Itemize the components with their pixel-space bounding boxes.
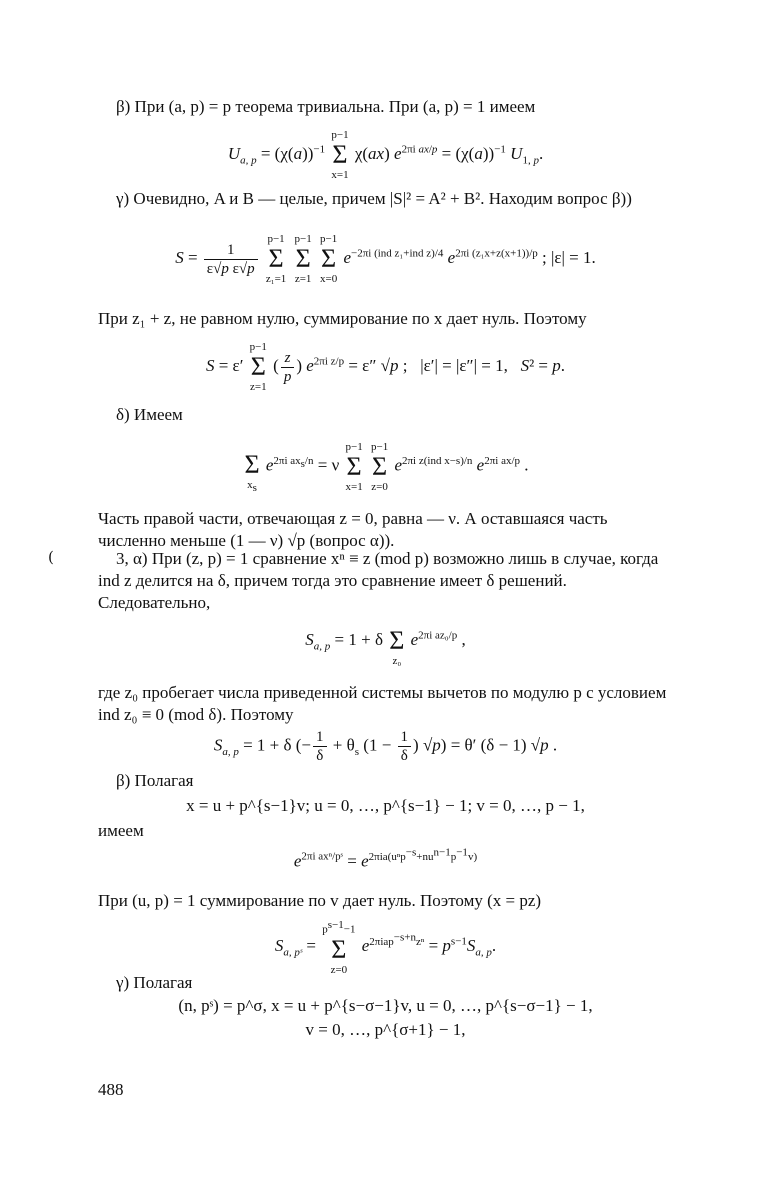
- equation-11: v = 0, …, p^{σ+1} − 1,: [305, 1020, 466, 1039]
- paragraph-beta-2: β) Полагая: [116, 771, 194, 790]
- paragraph-gamma-2: γ) Полагая: [116, 973, 193, 992]
- paragraph-beta: β) При (a, p) = p теорема тривиальна. При (a, p) = 1 имеем: [116, 97, 536, 116]
- equation-6: $S_{a, p} = 1 + \delta$ (− $\frac{1}{\delta}$ + $\theta_s$ (1 − $\frac{1}{\delta}$ ) √p) = θ′ (δ − 1) √p .: [213, 729, 558, 764]
- paragraph-right-part: Часть правой части, отвечающая z = 0, равна — ν. А оставшаяся часть численно меньше (1 — ν) √p (вопрос α)).: [98, 509, 608, 550]
- equation-1: $U_{a, p} = (\chi(a))^{-1}$ p−1 Σ x=1 χ(ax) $e^{2\pi i ax/p} = (\chi(a))^{-1}$ $U_{1, p}$.: [227, 129, 544, 181]
- paragraph-sum-zero: При z₁ + z, не равном нулю, суммирование по x дает нуль. Поэтому: [98, 309, 587, 328]
- equation-8: $e^{2\pi i ax^n/pˢ} = e^{2\pi ia(u^np^{-s}+nu^{n-1}p^{-1}v)}$: [293, 846, 478, 871]
- equation-10: (n, pˢ) = p^σ, x = u + p^{s−σ−1}v, u = 0, …, p^{s−σ−1} − 1,: [178, 996, 593, 1015]
- paragraph-3-alpha: 3, α) При (z, p) = 1 сравнение xⁿ ≡ z (mod p) возможно лишь в случае, когда ind z делится на δ, причем тогда это сравнение имеет δ решений. Следовательно,: [98, 549, 659, 612]
- paragraph-delta: δ) Имеем: [116, 405, 183, 424]
- paragraph-z0: где z₀ пробегает числа приведенной системы вычетов по модулю p с условием ind z₀ ≡ 0 (mod δ). Поэтому: [98, 683, 667, 724]
- equation-9: $S_{a, pˢ}$ = $p^{s-1}-1$ Σ z=0 $e^{2\pi iap^{-s+n}z^n} = p^{s-1}S_{a, p}$.: [274, 919, 497, 976]
- equation-7: x = u + p^{s−1}v; u = 0, …, p^{s−1} − 1; v = 0, …, p − 1,: [186, 796, 585, 815]
- margin-mark: (: [48, 548, 54, 566]
- equation-3: S = ε′ p−1 Σ z=1 ( $\frac{z}{p}$ ) $e^{2\pi i z/p} = \varepsilon''$ √p ; |ε′| = |ε″| = 1, S² = p.: [205, 341, 566, 393]
- equation-5: $S_{a, p} = 1 + \delta$ Σ z₀ $e^{2\pi i az_0/p}$ ,: [305, 626, 466, 667]
- equation-4: Σ $x_s$ $e^{2\pi i ax_s/n} = \nu$ p−1 Σ x=1 p−1 Σ z=0 $e^{2\pi i z(ind x-s)/n}$ $e^{2\pi i ax/p}$ .: [244, 440, 529, 495]
- paragraph-imeem: имеем: [98, 821, 144, 840]
- paragraph-gamma: γ) Очевидно, A и B — целые, причем |S|² = A² + B². Находим вопрос β)): [116, 189, 632, 208]
- page-number: 488: [98, 1080, 124, 1099]
- paragraph-u-p: При (u, p) = 1 суммирование по v дает нуль. Поэтому (x = pz): [98, 891, 542, 910]
- equation-2: S = $\frac{1}{\text{ε√p ε√p}}$ p−1 Σ z₁=1 p−1 Σ z=1 p−1 Σ x=0 $e^{-2\pi i (ind z_1+ind z)/4}$ $e^{2\pi i (z_1x+z(x+1))/p}$ ; |ε| = 1.: [175, 233, 596, 285]
